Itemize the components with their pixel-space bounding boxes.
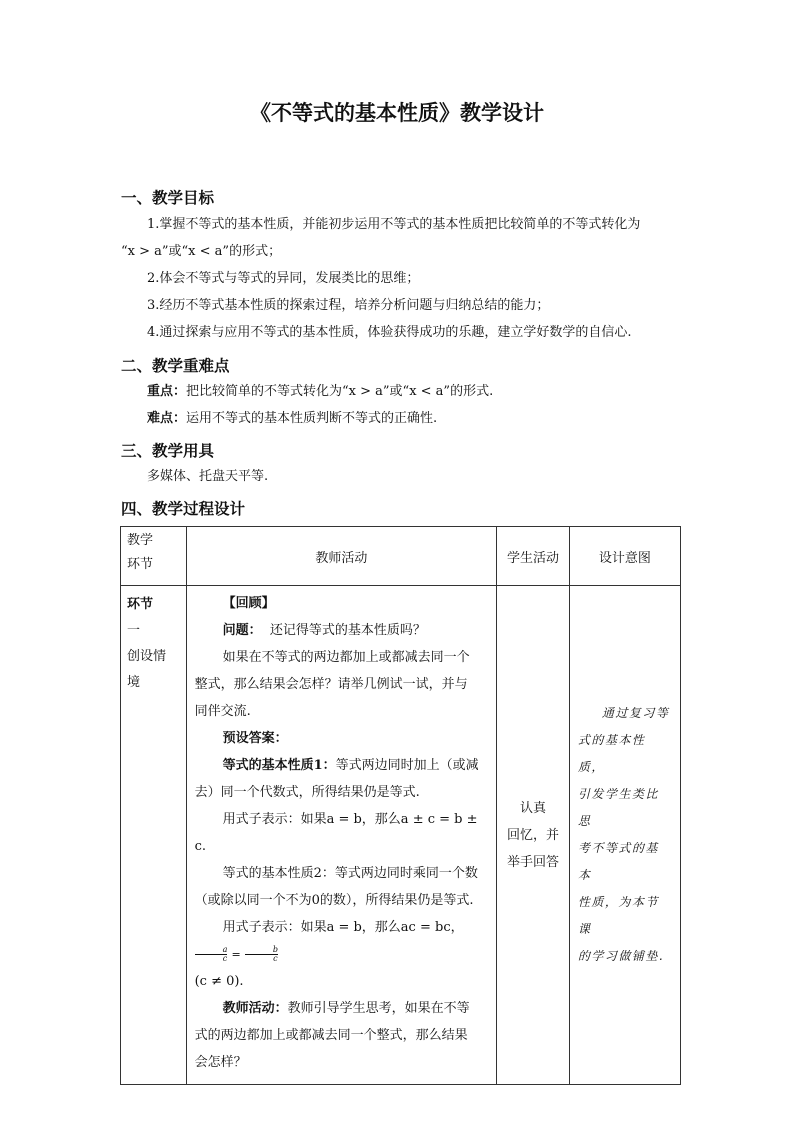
stage-line: 一 bbox=[127, 623, 141, 638]
section-heading-tools: 三、教学用具 bbox=[121, 441, 215, 460]
stage-line: 创设情 bbox=[127, 649, 167, 664]
formula-2-tail: (c ≠ 0). bbox=[194, 974, 244, 989]
prompt-line: 如果在不等式的两边都加上或都减去同一个 bbox=[222, 650, 470, 665]
fraction-b-over-c bbox=[245, 946, 278, 963]
intent-line: 引发学生类比思 bbox=[577, 787, 659, 828]
property-1-line2: 去）同一个代数式，所得结果仍是等式. bbox=[194, 785, 420, 800]
property-1-line bbox=[195, 752, 491, 779]
key-point-label: 重点： bbox=[147, 384, 187, 399]
review-heading: 【回顾】 bbox=[222, 596, 275, 611]
intent-line: 考不等式的基本 bbox=[577, 841, 659, 882]
objective-1-cont: “x > a”或“x < a”的形式； bbox=[121, 244, 282, 259]
process-table bbox=[120, 526, 681, 1085]
formula-2 bbox=[195, 914, 491, 968]
teacher-activity-text: 教师引导学生思考，如果在不等 bbox=[287, 1001, 470, 1016]
frac-equals: = bbox=[231, 948, 241, 961]
teacher-activity-cell bbox=[186, 586, 497, 1085]
student-line: 举手回答 bbox=[506, 854, 559, 870]
intent-line: 式的基本性质， bbox=[577, 733, 646, 774]
difficult-point-label: 难点： bbox=[147, 411, 187, 426]
table-row bbox=[121, 586, 681, 1085]
intent-line: 的学习做铺垫. bbox=[577, 949, 665, 963]
difficult-point bbox=[147, 410, 437, 428]
question-line bbox=[195, 617, 491, 644]
objective-3: 3.经历不等式基本性质的探索过程，培养分析问题与归纳总结的能力； bbox=[147, 298, 550, 313]
student-line: 回忆，并 bbox=[506, 827, 559, 843]
student-line: 认真 bbox=[519, 800, 546, 816]
stage-cell bbox=[121, 586, 187, 1085]
frac-denominator: c bbox=[222, 954, 228, 963]
property-1-label: 等式的基本性质1： bbox=[222, 758, 336, 773]
section-heading-process: 四、教学过程设计 bbox=[121, 499, 246, 518]
property-2-line: 等式的基本性质2：等式两边同时乘同一个数 bbox=[222, 866, 478, 881]
fraction-a-over-c bbox=[195, 946, 228, 963]
frac-denominator: c bbox=[273, 954, 278, 963]
property-2-line2: （或除以同一个不为0的数），所得结果仍是等式. bbox=[194, 893, 474, 908]
frac-numerator: b bbox=[245, 946, 278, 955]
header-stage-line: 教学 bbox=[127, 533, 154, 548]
page-title: 《不等式的基本性质》教学设计 bbox=[250, 100, 544, 125]
question-text: 还记得等式的基本性质吗？ bbox=[269, 623, 426, 638]
design-intent-cell bbox=[569, 586, 680, 1085]
section-heading-key-points: 二、教学重难点 bbox=[121, 356, 230, 375]
teacher-activity-label: 教师活动： bbox=[222, 1001, 288, 1016]
key-point bbox=[147, 383, 493, 401]
formula-2-prefix: 用式子表示：如果a = b，那么ac = bc， bbox=[222, 920, 464, 935]
section-heading-objectives: 一、教学目标 bbox=[121, 188, 215, 207]
frac-numerator: a bbox=[195, 946, 228, 955]
objective-4: 4.通过探索与应用不等式的基本性质，体验获得成功的乐趣，建立学好数学的自信心. bbox=[147, 325, 632, 340]
tools-text: 多媒体、托盘天平等. bbox=[147, 469, 269, 484]
stage-line: 环节 bbox=[127, 597, 154, 612]
objective-1: 1.掌握不等式的基本性质，并能初步运用不等式的基本性质把比较简单的不等式转化为 bbox=[147, 217, 641, 232]
prompt-line: 同伴交流. bbox=[194, 704, 251, 719]
question-label: 问题： bbox=[222, 623, 262, 638]
difficult-point-text: 运用不等式的基本性质判断不等式的正确性. bbox=[186, 411, 438, 426]
stage-line: 境 bbox=[127, 675, 141, 690]
intent-line: 通过复习等 bbox=[601, 706, 670, 720]
teacher-activity-line2: 式的两边都加上或都减去同一个整式，那么结果 bbox=[194, 1028, 468, 1043]
preset-answer-label: 预设答案： bbox=[222, 731, 288, 746]
header-stage bbox=[121, 527, 187, 586]
header-student: 学生活动 bbox=[497, 527, 570, 586]
teacher-activity-line3: 会怎样？ bbox=[194, 1055, 247, 1070]
formula-1: 用式子表示：如果a = b，那么a ± c = b ± c. bbox=[194, 812, 478, 854]
key-point-text: 把比较简单的不等式转化为“x > a”或“x < a”的形式. bbox=[186, 384, 494, 399]
student-activity-cell bbox=[497, 586, 570, 1085]
header-intent: 设计意图 bbox=[569, 527, 680, 586]
header-stage-line: 环节 bbox=[127, 557, 154, 572]
intent-line: 性质，为本节课 bbox=[577, 895, 659, 936]
table-header-row bbox=[121, 527, 681, 586]
objective-2: 2.体会不等式与等式的异同，发展类比的思维； bbox=[147, 271, 420, 286]
teacher-activity-line bbox=[195, 995, 491, 1022]
property-1-text: 等式两边同时加上（或减 bbox=[335, 758, 479, 773]
prompt-line: 整式，那么结果会怎样？请举几例试一试，并与 bbox=[194, 677, 468, 692]
header-teacher: 教师活动 bbox=[186, 527, 497, 586]
